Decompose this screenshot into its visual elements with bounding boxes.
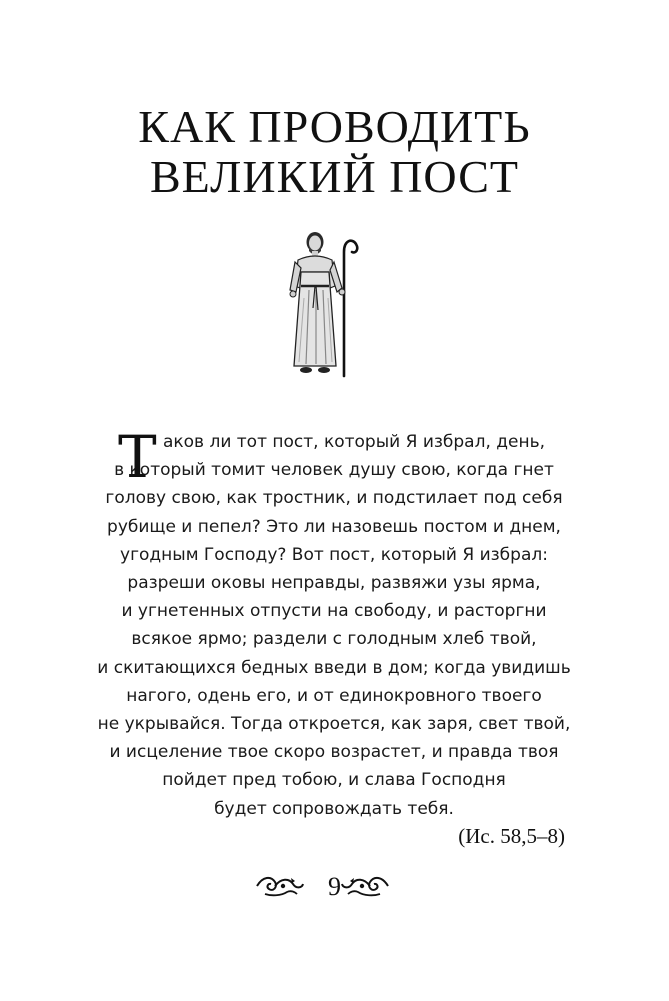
page-number: 9 [328,872,341,901]
scripture-quote [74,423,594,823]
quote-line: всякое ярмо; раздели с голодным хлеб твой, [131,629,537,650]
shepherd-with-staff-figure-icon [282,228,362,378]
chapter-title-line-2: ВЕЛИКИЙ ПОСТ [150,151,519,202]
quote-line: в который томит человек душу свою, когда гнет [114,460,554,481]
quote-line: и угнетенных отпусти на свободу, и расторгни [121,601,547,622]
scripture-citation: (Ис. 58,5–8) [458,824,565,848]
quote-line: аков ли тот пост, который Я избрал, день, [162,432,546,452]
quote-line: нагого, одень его, и от единокровного твоего [126,685,542,706]
chapter-title-line-1: КАК ПРОВОДИТЬ [138,101,531,152]
floral-ornament-icon [340,874,390,898]
quote-line: не укрывайся. Тогда откроется, как заря, свет твой, [97,714,571,735]
quote-line: и исцеление твое скоро возрастет, и правда твоя [109,742,559,763]
quote-line: голову свою, как тростник, и подстилает под себя [105,488,563,509]
quote-line: будет сопровождать тебя. [214,798,454,819]
quote-line: и скитающихся бедных введи в дом; когда увидишь [97,657,571,678]
quote-line: пойдет пред тобою, и слава Господня [162,770,506,791]
quote-line: разреши оковы неправды, развяжи узы ярма, [127,573,541,594]
page-footer [0,868,669,908]
quote-line: угодным Господу? Вот пост, который Я избрал: [120,544,548,565]
drop-cap-letter: Т [118,423,157,491]
quote-line: рубище и пепел? Это ли назовешь постом и днем, [107,516,561,537]
